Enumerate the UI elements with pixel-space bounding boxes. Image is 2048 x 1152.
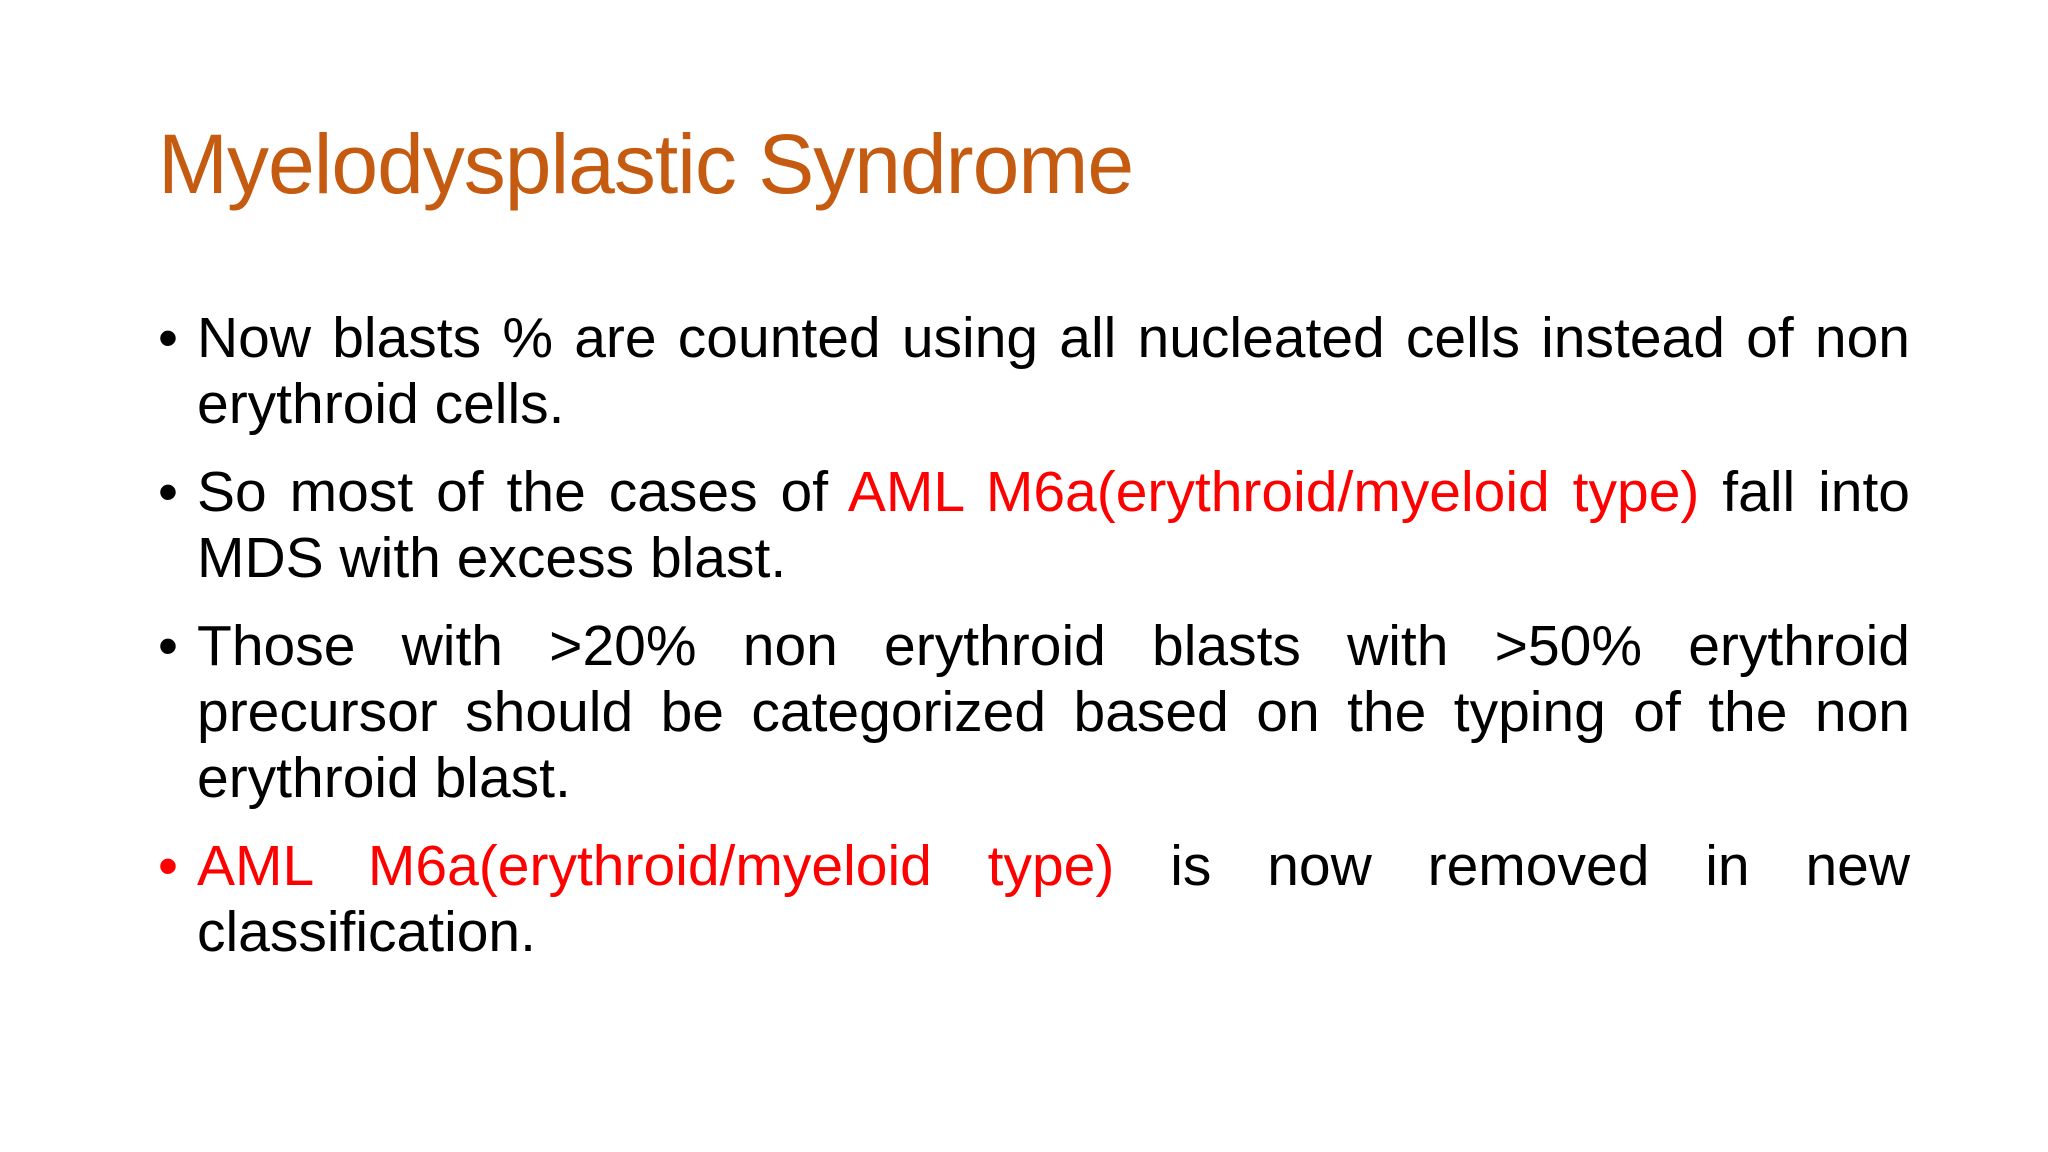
bullet-list xyxy=(158,305,1910,987)
bullet-item-3 xyxy=(158,613,1910,811)
bullet-text-suffix: fall into MDS with excess blast. xyxy=(197,460,1910,590)
bullet-item-2 xyxy=(158,459,1910,591)
bullet-text: Those with >20% non erythroid blasts with >50% erythroid precursor should be categorized based on the typing of the non erythroid blast. xyxy=(197,614,1910,810)
bullet-dot-icon: • xyxy=(158,306,178,370)
bullet-dot-icon: • xyxy=(158,834,178,898)
bullet-text-prefix: So most of the cases of xyxy=(197,460,848,524)
bullet-text: Now blasts % are counted using all nucleated cells instead of non erythroid cells. xyxy=(197,306,1910,436)
highlight-text: AML M6a(erythroid/myeloid type) xyxy=(197,834,1115,898)
bullet-text-suffix: is now removed in new classification. xyxy=(197,834,1911,964)
highlight-text: AML M6a(erythroid/myeloid type) xyxy=(847,460,1700,524)
bullet-dot-icon: • xyxy=(158,614,178,678)
bullet-item-4 xyxy=(158,833,1910,965)
slide-title: Myelodysplastic Syndrome xyxy=(158,117,1134,211)
bullet-dot-icon: • xyxy=(158,460,178,524)
bullet-item-1 xyxy=(158,305,1910,437)
